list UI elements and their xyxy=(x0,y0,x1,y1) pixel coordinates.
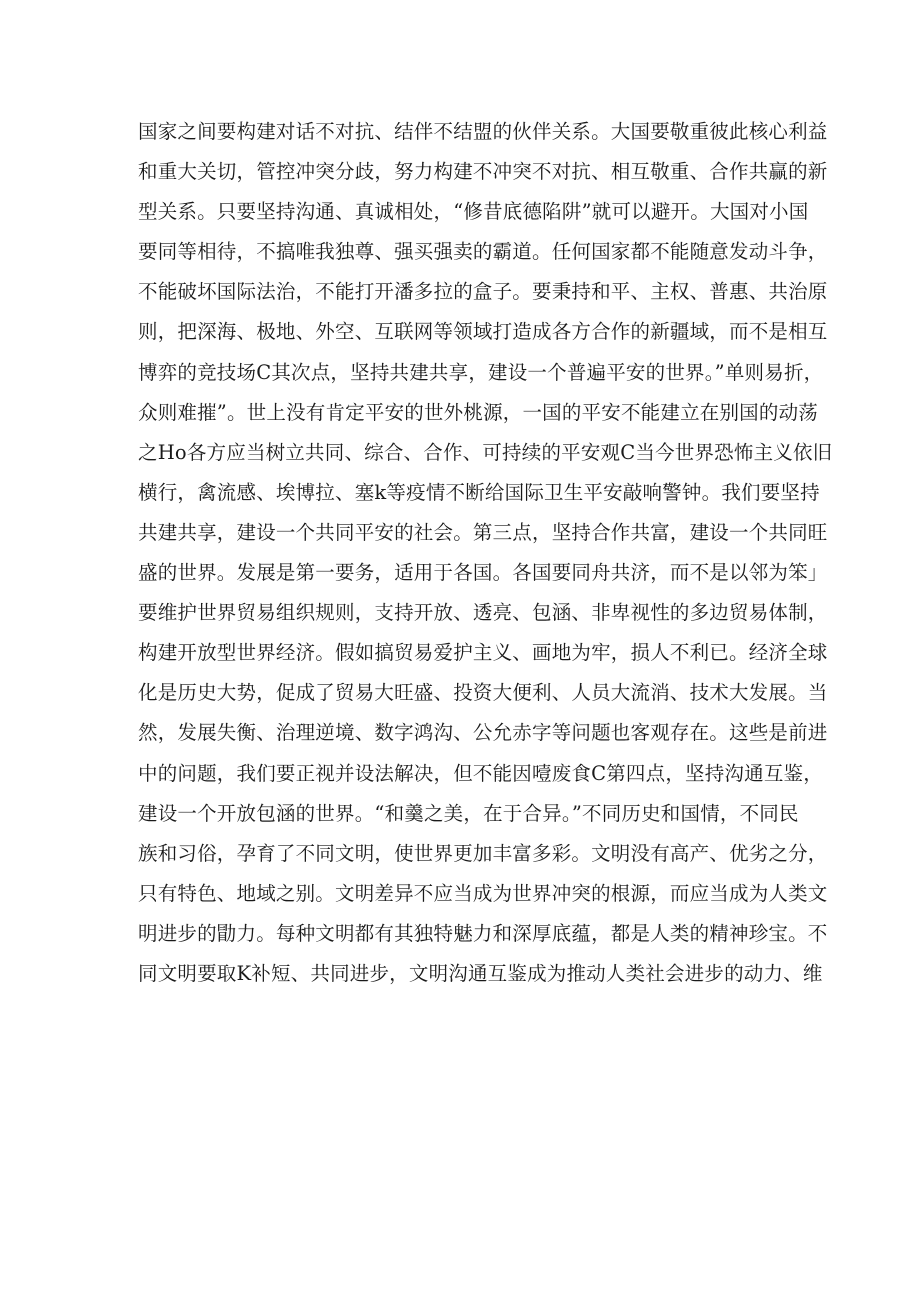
text-line-14: 构建开放型世界经济。假如搞贸易爱护主义、画地为牢，损人不利已。经济全球 xyxy=(138,641,828,665)
text-line-12: 盛的世界。发展是第一要务，适用于各国。各国要同舟共济，而不是以邻为笨」 xyxy=(138,561,828,585)
text-line-5: 不能破坏国际法治，不能打开潘多拉的盒子。要秉持和平、主权、普惠、共治原 xyxy=(138,280,828,304)
text-line-19: 族和习俗，孕育了不同文明，使世界更加丰富多彩。文明没有高产、优劣之分， xyxy=(138,841,828,865)
text-line-11: 共建共享，建设一个共同平安的社会。第三点，坚持合作共富，建设一个共同旺 xyxy=(138,520,828,544)
text-line-17: 中的问题，我们要正视并设法解决，但不能因噎废食C第四点，坚持沟通互鉴， xyxy=(138,761,823,785)
text-line-18: 建设一个开放包涵的世界。“和羹之美，在于合异。”不同历史和国情，不同民 xyxy=(138,801,799,825)
text-line-6: 则，把深海、极地、外空、互联网等领域打造成各方合作的新疆域，而不是相互 xyxy=(138,320,828,344)
body-text xyxy=(138,112,833,994)
text-line-9: 之Ho各方应当树立共同、综合、合作、可持续的平安观C当今世界恐怖主义依旧 xyxy=(138,440,833,464)
text-line-22: 同文明要取K补短、共同进步，文明沟通互鉴成为推动人类社会进步的动力、维 xyxy=(138,961,823,985)
text-line-13: 要维护世界贸易组织规则，支持开放、透亮、包涵、非卑视性的多边贸易体制， xyxy=(138,601,828,625)
text-line-10: 横行，禽流感、埃博拉、塞k等疫情不断给国际卫生平安敲响警钟。我们要坚持 xyxy=(138,480,820,504)
text-line-2: 和重大关切，管控冲突分歧，努力构建不冲突不对抗、相互敬重、合作共赢的新 xyxy=(138,160,828,184)
text-line-7: 博弈的竞技场C其次点，坚持共建共享，建设一个普遍平安的世界。”单则易折， xyxy=(138,360,824,384)
text-line-1: 国家之间要构建对话不对抗、结伴不结盟的伙伴关系。大国要敬重彼此核心利益 xyxy=(138,120,828,143)
text-line-21: 明进步的勖力。每种文明都有其独特魅力和深厚底蕴，都是人类的精神珍宝。不 xyxy=(138,921,828,945)
text-line-15: 化是历史大势，促成了贸易大旺盛、投资大便利、人员大流消、技术大发展。当 xyxy=(138,681,828,705)
text-line-20: 只有特色、地域之别。文明差异不应当成为世界冲突的根源，而应当成为人类文 xyxy=(138,881,828,905)
text-line-3: 型关系。只要坚持沟通、真诚相处，“修昔底德陷阱”就可以避开。大国对小国 xyxy=(138,200,809,224)
text-line-8: 众则难摧”。世上没有肯定平安的世外桃源，一国的平安不能建立在别国的动荡 xyxy=(138,400,818,424)
text-line-16: 然，发展失衡、治理逆境、数字鸿沟、公允赤字等问题也客观存在。这些是前进 xyxy=(138,721,828,745)
text-line-4: 要同等相待，不搞唯我独尊、强买强卖的霸道。任何国家都不能随意发动斗争， xyxy=(138,240,828,264)
